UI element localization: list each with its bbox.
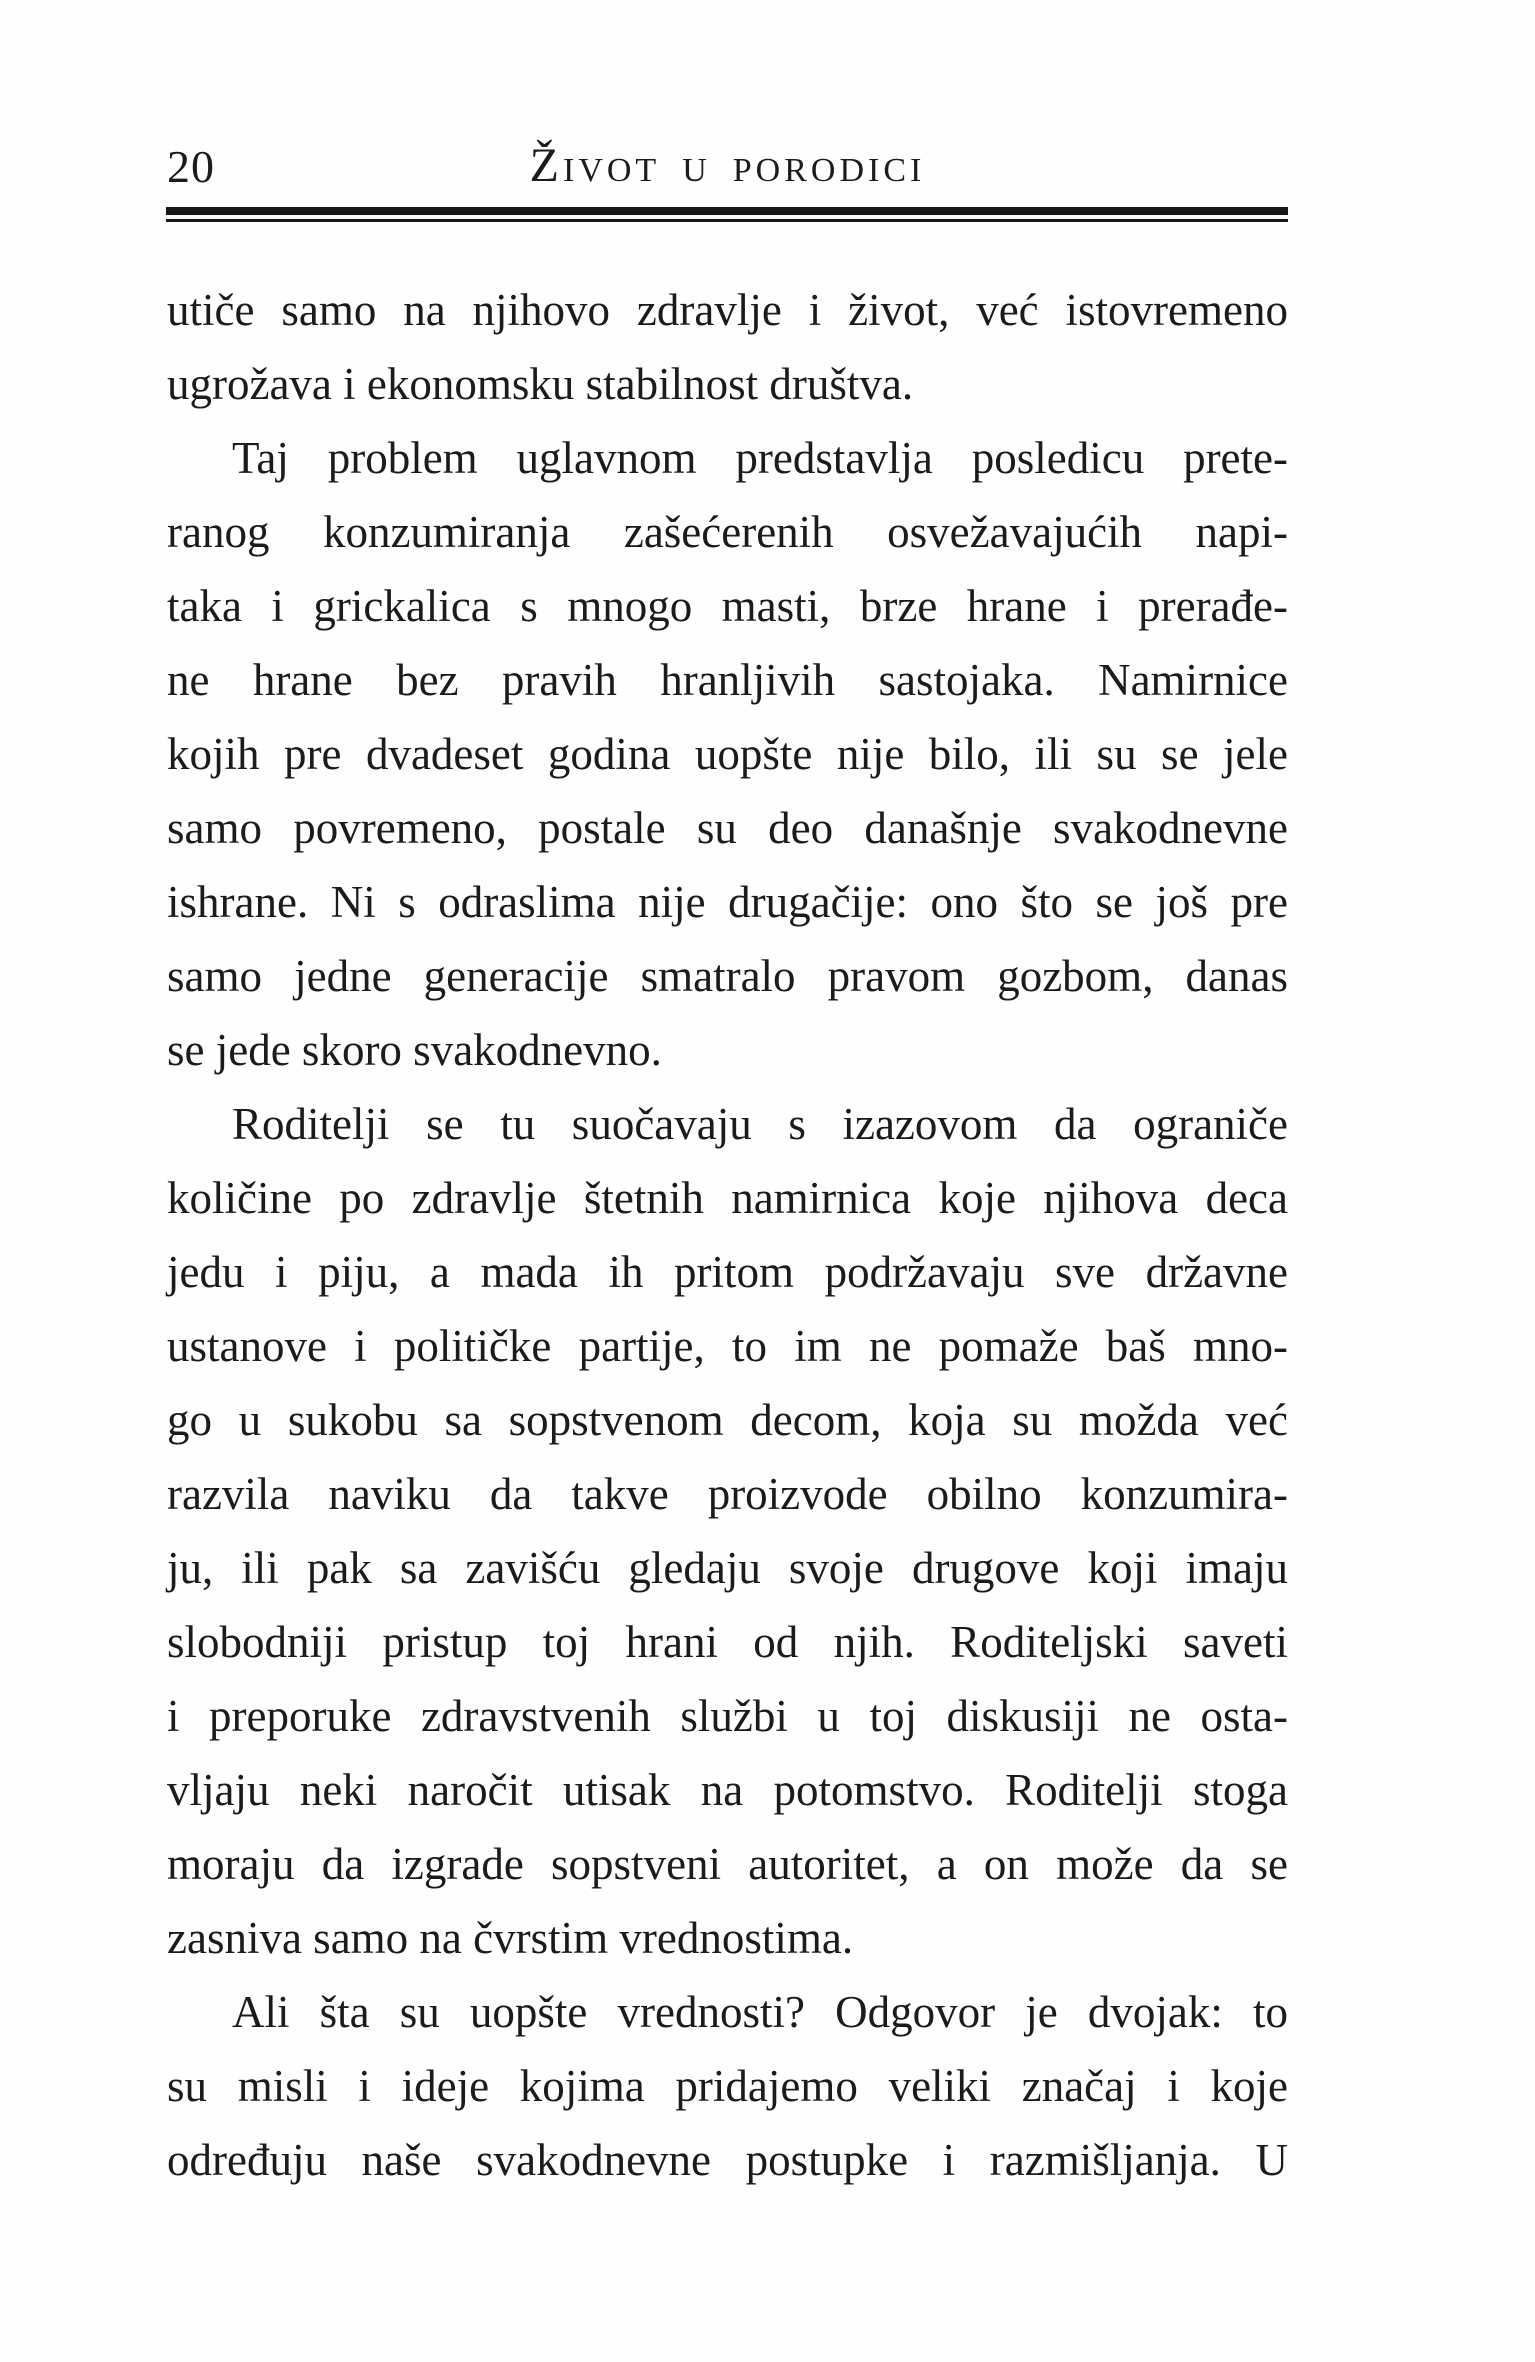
text-line: količine po zdravlje štetnih namirnica koje njihova deca xyxy=(167,1173,1288,1223)
text-line: samo jedne generacije smatralo pravom gozbom, danas xyxy=(167,951,1288,1001)
text-line: su misli i ideje kojima pridajemo veliki značaj i koje xyxy=(167,2061,1288,2111)
text-line: se jede skoro svakodnevno. xyxy=(167,1025,662,1075)
text-line: ju, ili pak sa zavišću gledaju svoje drugove koji imaju xyxy=(167,1543,1288,1593)
text-line: utiče samo na njihovo zdravlje i život, već istovremeno xyxy=(167,285,1288,335)
text-line: razvila naviku da takve proizvode obilno konzumira- xyxy=(167,1469,1288,1519)
text-line: Ali šta su uopšte vrednosti? Odgovor je dvojak: to xyxy=(232,1987,1288,2037)
header-title: Život u porodici xyxy=(529,139,926,192)
text-line: kojih pre dvadeset godina uopšte nije bilo, ili su se jele xyxy=(167,729,1288,779)
text-line: i preporuke zdravstvenih službi u toj diskusiji ne osta- xyxy=(167,1691,1288,1741)
running-header xyxy=(167,139,1288,192)
text-line: samo povremeno, postale su deo današnje svakodnevne xyxy=(167,803,1288,853)
text-line: ishrane. Ni s odraslima nije drugačije: ono što se još pre xyxy=(167,877,1288,927)
text-line: go u sukobu sa sopstvenom decom, koja su možda već xyxy=(167,1395,1288,1445)
text-line: Roditelji se tu suočavaju s izazovom da ograniče xyxy=(232,1099,1288,1149)
text-line: ustanove i političke partije, to im ne pomaže baš mno- xyxy=(167,1321,1288,1371)
text-line: slobodniji pristup toj hrani od njih. Roditeljski saveti xyxy=(167,1617,1288,1667)
text-line: određuju naše svakodnevne postupke i razmišljanja. U xyxy=(167,2135,1288,2185)
text-line: moraju da izgrade sopstveni autoritet, a on može da se xyxy=(167,1839,1288,1889)
text-line: Taj problem uglavnom predstavlja posledicu prete- xyxy=(232,433,1288,483)
text-line: zasniva samo na čvrstim vrednostima. xyxy=(167,1913,854,1963)
text-line: ranog konzumiranja zašećerenih osvežavajućih napi- xyxy=(167,507,1288,557)
body-text xyxy=(167,273,1288,2197)
text-line: ne hrane bez pravih hranljivih sastojaka. Namirnice xyxy=(167,655,1288,705)
text-line: jedu i piju, a mada ih pritom podržavaju sve državne xyxy=(167,1247,1288,1297)
text-line: ugrožava i ekonomsku stabilnost društva. xyxy=(167,359,914,409)
header-rule-divider xyxy=(166,207,1288,222)
text-line: vljaju neki naročit utisak na potomstvo. Roditelji stoga xyxy=(167,1765,1288,1815)
page-number: 20 xyxy=(167,141,215,192)
text-line: taka i grickalica s mnogo masti, brze hrane i prerađe- xyxy=(167,581,1288,631)
